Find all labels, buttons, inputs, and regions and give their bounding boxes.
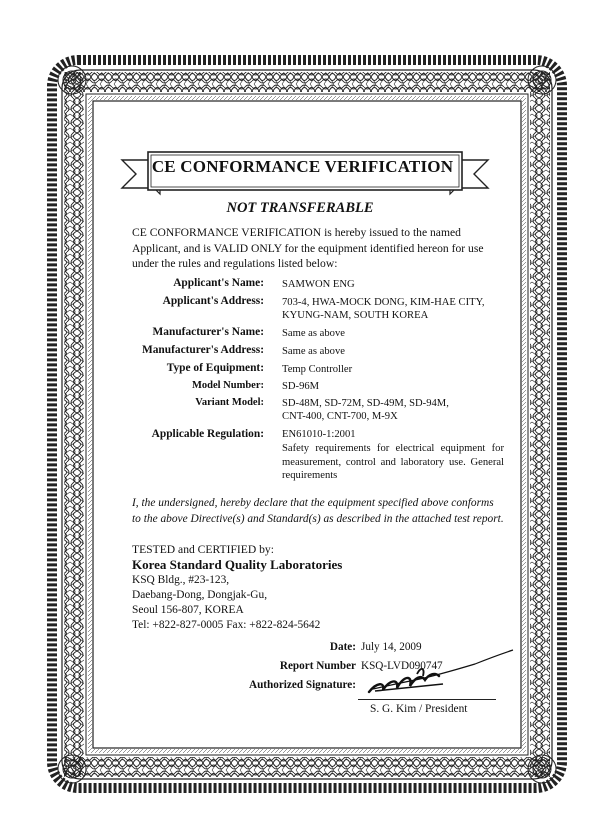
certificate-title: CE CONFORMANCE VERIFICATION (151, 157, 454, 176)
equipment-type-value: Temp Controller (282, 364, 353, 375)
intro-paragraph: CE CONFORMANCE VERIFICATION is hereby issued to the named Applicant, and is VALID ONLY for the equipment identified hereon for use under the rules and regulations listed below: (132, 226, 484, 270)
applicant-address-label: Applicant's Address: (162, 295, 264, 307)
date-value: July 14, 2009 (361, 641, 422, 653)
signature-line (358, 699, 496, 700)
lab-contact: Tel: +822-827-0005 Fax: +822-824-5642 (132, 619, 321, 631)
manufacturer-name-label: Manufacturer's Name: (152, 326, 264, 338)
laboratory-name: Korea Standard Quality Laboratories (132, 557, 343, 572)
declaration-statement: I, the undersigned, hereby declare that the equipment specified above conforms to the above Directive(s) and Standard(s) as described in the attached test report. (132, 497, 504, 525)
regulation-standard: EN61010-1:2001 (282, 429, 356, 440)
variant-model-line-1: SD-48M, SD-72M, SD-49M, SD-94M, (282, 398, 449, 409)
report-number-value: KSQ-LVD090747 (361, 660, 443, 672)
model-number-value: SD-96M (282, 381, 320, 392)
manufacturer-name-value: Same as above (282, 328, 345, 339)
applicant-address-line-2: KYUNG-NAM, SOUTH KOREA (282, 310, 429, 321)
tested-by-intro: TESTED and CERTIFIED by: (132, 543, 274, 556)
signatory-name: S. G. Kim / President (370, 703, 468, 715)
equipment-type-label: Type of Equipment: (166, 362, 264, 374)
lab-address-line-1: KSQ Bldg., #23-123, (132, 574, 230, 586)
model-number-label: Model Number: (191, 380, 264, 391)
regulation-description: Safety requirements for electrical equipment for measurement, control and laboratory use. General requirements (282, 443, 504, 481)
date-label: Date: (329, 641, 356, 653)
report-number-label: Report Number (279, 660, 356, 672)
manufacturer-address-label: Manufacturer's Address: (141, 344, 264, 356)
variant-model-label: Variant Model: (195, 397, 264, 408)
not-transferable-notice: NOT TRANSFERABLE (226, 200, 374, 216)
regulation-label: Applicable Regulation: (151, 428, 264, 440)
authorized-signature-label: Authorized Signature: (248, 679, 356, 691)
handwritten-signature (355, 644, 515, 699)
applicant-name-value: SAMWON ENG (282, 279, 355, 290)
applicant-name-label: Applicant's Name: (173, 277, 264, 289)
lab-address-line-3: Seoul 156-807, KOREA (132, 604, 244, 616)
applicant-address-line-1: 703-4, HWA-MOCK DONG, KIM-HAE CITY, (282, 297, 485, 308)
variant-model-line-2: CNT-400, CNT-700, M-9X (282, 411, 398, 422)
lab-address-line-2: Daebang-Dong, Dongjak-Gu, (132, 589, 268, 601)
manufacturer-address-value: Same as above (282, 346, 345, 357)
